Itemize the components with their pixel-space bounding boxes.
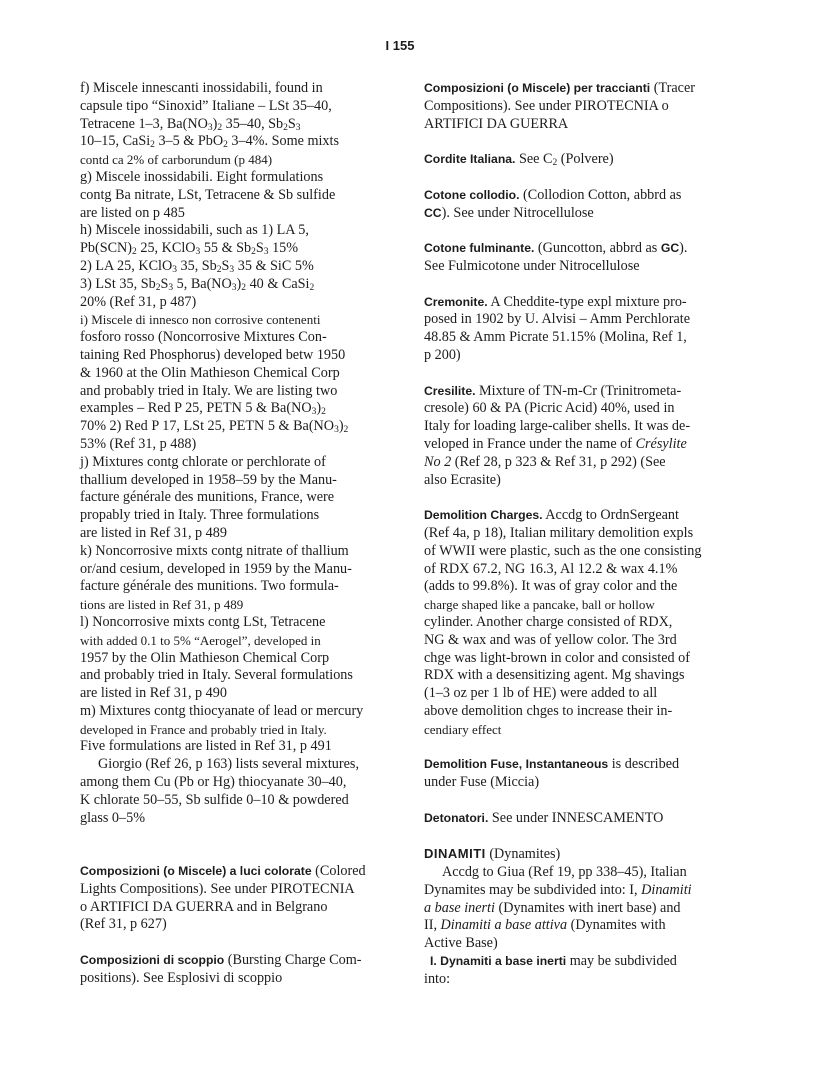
heading-cresilite: Cresilite. (424, 383, 476, 398)
heading-detonatori: Detonatori. (424, 810, 489, 825)
entry-m: m) Mixtures contg thiocyanate of lead or mercury developed in France and probably tried in Italy. Five formulations are listed in Ref 31, p 491 (80, 702, 364, 755)
entry-cresilite: Cresilite. Mixture of TN-m-Cr (Trinitrometa- cresole) 60 & PA (Picric Acid) 40%, used in Italy for loading large-caliber shells. It was de- veloped in France under the name of Crésylite No 2 (Ref 28, p 323 & Ref 31, p 292) (See also Ecrasite) (424, 382, 691, 488)
entry-demolition-fuse: Demolition Fuse, Instantaneous is described under Fuse (Miccia) (424, 756, 680, 791)
entry-cremonite: Cremonite. A Cheddite-type expl mixture pro- posed in 1902 by U. Alvisi – Amm Perchlorate 48.85 & Amm Picrate 51.15% (Molina, Ref 1, p 200) (424, 293, 690, 363)
entry-scoppio: Composizioni di scoppio (Bursting Charge Com- positions). See Esplosivi di scoppio (80, 952, 362, 986)
heading-scoppio: Composizioni di scoppio (80, 953, 225, 968)
heading-demolition-fuse: Demolition Fuse, Instantaneous (424, 757, 609, 772)
page-number: I 155 (385, 38, 415, 53)
entry-j: j) Mixtures contg chlorate or perchlorate of thallium developed in 1958–59 by the Manu- facture générale des munitions, France, were propably tried in Italy. Three formulations are listed in Ref 31, p 489 (80, 453, 337, 541)
entry-cordite: Cordite Italiana. See $C_2$ (Polvere) (424, 151, 614, 169)
heading-cordite: Cordite Italiana. (424, 152, 516, 167)
entry-giorgio: Giorgio (Ref 26, p 163) lists several mixtures, among them Cu (Pb or Hg) thiocyanate 30–40, K chlorate 50–55, Sb sulfide 0–10 & powdered glass 0–5% (80, 756, 359, 826)
entry-l: l) Noncorrosive mixts contg LSt, Tetracene with added 0.1 to 5% “Aerogel”, developed in 1957 by the Olin Mathieson Chemical Corp and probably tried in Italy. Several formulations are listed in Ref 31, p 490 (80, 613, 353, 702)
heading-cotone-collodio: Cotone collodio. (424, 187, 520, 202)
entry-g: g) Miscele inossidabili. Eight formulations contg Ba nitrate, LSt, Tetracene & Sb sulfide are listed on p 485 (80, 168, 336, 221)
heading-dinamiti: DINAMITI (424, 846, 486, 862)
entry-cotone-fulminante: Cotone fulminante. (Guncotton, abbrd as GC). See Fulmicotone under Nitrocellulose (424, 240, 688, 274)
entry-dinamiti: DINAMITI (Dynamites) Accdg to Giua (Ref 19, pp 338–45), Italian Dynamites may be subdivided into: I, Dinamiti a base inerti (Dynamites with inert base) and II, Dinamiti a base attiva (Dynamites with Active Base) (424, 846, 692, 952)
heading-cotone-fulminante: Cotone fulminante. (424, 241, 535, 256)
entry-h: h) Miscele inossidabili, such as 1) LA 5, $Pb(SCN)_2$ 25, KClO$_3$ 55 & $Sb_2S_3$ 15% 2) LA 25, KClO$_3$ 35, $Sb_2S_3$ 35 & SiC 5% 3) LSt 35, $Sb_2S_3$ 5, $Ba(NO_3)_2$ 40 & CaSi$_2$ 20% (Ref 31, p 487) (80, 222, 315, 310)
entry-detonatori: Detonatori. See under INNESCAMENTO (424, 809, 664, 826)
entry-demolition-charges: Demolition Charges. Accdg to OrdnSergeant (Ref 4a, p 18), Italian military demolition expls of WWII were plastic, such as the one consisting of RDX 67.2, NG 16.3, Al 12.2 & wax 4.1% (adds to 99.8%). It was of gray color and the charge shaped like a pancake, ball or hollow cylinder. Another charge consisted of RDX, NG & wax and was of yellow color. The 3rd chge was light-brown in color and consisted of RDX with a desensitizing agent. Mg shavings (1–3 oz per 1 lb of HE) were added to all above demolition chges to increase their in- cendiary effect (424, 507, 702, 737)
entry-k: k) Noncorrosive mixts contg nitrate of thallium or/and cesium, developed in 1959 by the Manu- facture générale des munitions. Two formula- tions are listed in Ref 31, p 489 (80, 542, 352, 613)
left-column (80, 80, 398, 988)
heading-demolition-charges: Demolition Charges. (424, 508, 543, 523)
entry-luci-colorate: Composizioni (o Miscele) a luci colorate (Colored Lights Compositions). See under PIROTECNIA o ARTIFICI DA GUERRA and in Belgrano (Ref 31, p 627) (80, 863, 366, 933)
entry-i: i) Miscele di innesco non corrosive contenenti fosforo rosso (Noncorrosive Mixtures Con- taining Red Phosphorus) developed betw 1950 & 1960 at the Olin Mathieson Chemical Corp and probably tried in Italy. We are listing two examples – Red P 25, PETN 5 & $Ba(NO_3)_2$ 70% 2) Red P 17, LSt 25, PETN 5 & $Ba(NO_3)_2$ 53% (Ref 31, p 488) (80, 312, 349, 452)
heading-dinamiti-inerti: I. Dynamiti a base inerti (430, 954, 567, 969)
heading-cremonite: Cremonite. (424, 294, 488, 309)
right-column (424, 80, 744, 989)
entry-cotone-collodio: Cotone collodio. (Collodion Cotton, abbrd as CC). See under Nitrocellulose (424, 186, 682, 221)
entry-dinamiti-inerti: I. Dynamiti a base inerti may be subdivided into: (424, 953, 677, 987)
heading-traccianti: Composizioni (o Miscele) per traccianti (424, 81, 651, 95)
entry-traccianti: Composizioni (o Miscele) per traccianti (Tracer Compositions). See under PIROTECNIA o ARTIFICI DA GUERRA (424, 80, 695, 132)
heading-luci-colorate: Composizioni (o Miscele) a luci colorate (80, 864, 312, 879)
entry-f: f) Miscele innescanti inossidabili, found in capsule tipo “Sinoxid” Italiane – LSt 35–40, Tetracene 1–3, $Ba(NO_3)_2$ 35–40, $Sb_2S_3$ 10–15, CaSi$_2$ 3–5 & PbO$_2$ 3–4%. Some mixts contd ca 2% of carborundum (p 484) (80, 80, 339, 168)
